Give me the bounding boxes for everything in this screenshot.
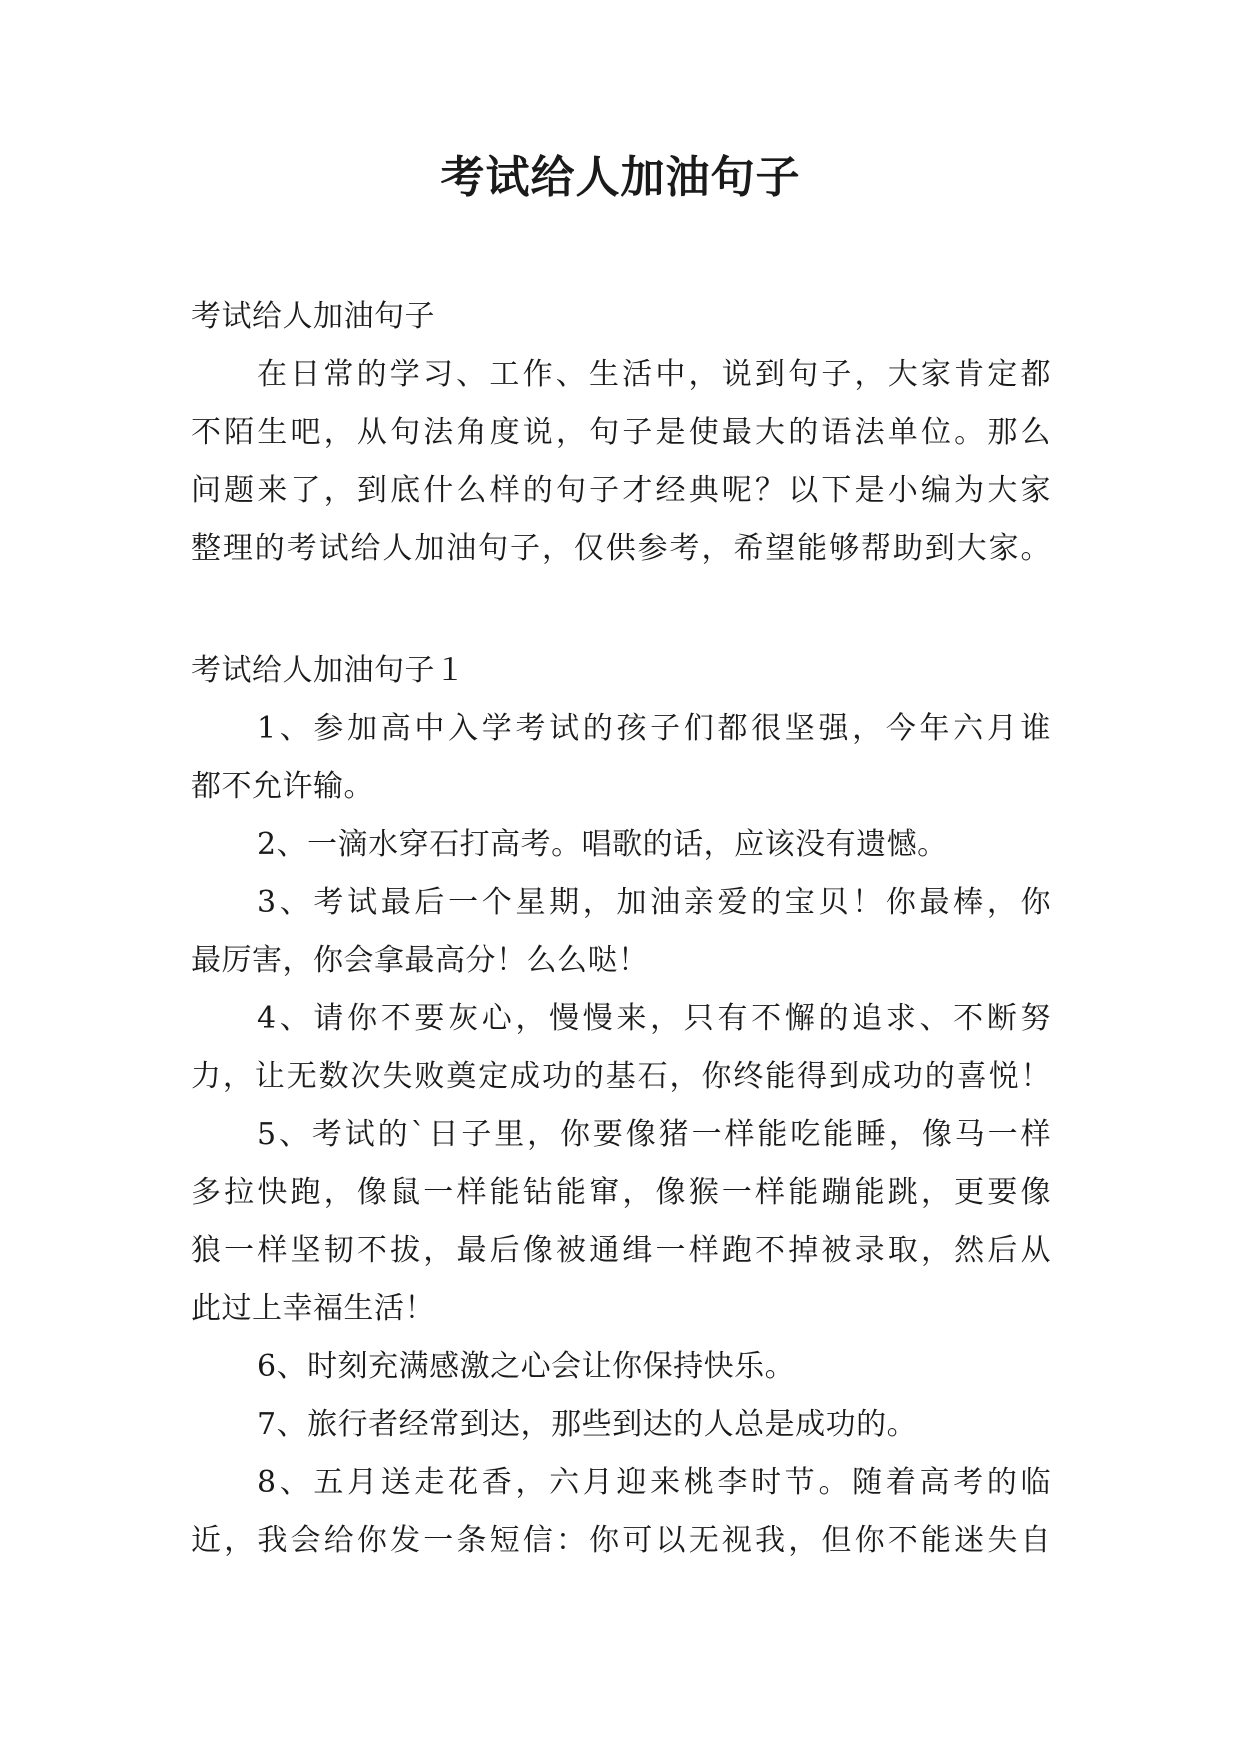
intro-paragraph-line: 在日常的学习、工作、生活中，说到句子，大家肯定都 xyxy=(257,357,1051,392)
list-item-line: 7、旅行者经常到达，那些到达的人总是成功的。 xyxy=(257,1407,918,1442)
list-item-line: 8、五月送走花香，六月迎来桃李时节。随着高考的临 xyxy=(257,1465,1051,1500)
intro-heading: 考试给人加油句子 xyxy=(191,299,435,334)
list-item-line: 3、考试最后一个星期，加油亲爱的宝贝！你最棒，你 xyxy=(257,885,1051,920)
document-body xyxy=(191,288,1051,1570)
document-title: 考试给人加油句子 xyxy=(440,152,801,203)
section-heading: 考试给人加油句子１ xyxy=(191,653,466,688)
list-item-line: 多拉快跑，像鼠一样能钻能窜，像猴一样能蹦能跳，更要像 xyxy=(191,1175,1051,1210)
list-item-line: 此过上幸福生活！ xyxy=(191,1291,435,1326)
list-item-line: 2、一滴水穿石打高考。唱歌的话，应该没有遗憾。 xyxy=(257,827,948,862)
list-item-line: 都不允许输。 xyxy=(191,769,374,804)
intro-paragraph-line: 整理的考试给人加油句子，仅供参考，希望能够帮助到大家。 xyxy=(191,531,1051,566)
list-item-line: 最厉害，你会拿最高分！么么哒！ xyxy=(191,943,649,978)
list-item-line: 1、参加高中入学考试的孩子们都很坚强，今年六月谁 xyxy=(257,711,1051,746)
list-item-line: 4、请你不要灰心，慢慢来，只有不懈的追求、不断努 xyxy=(257,1001,1051,1036)
list-item-line: 5、考试的`日子里，你要像猪一样能吃能睡，像马一样 xyxy=(257,1117,1051,1152)
intro-paragraph-line: 问题来了，到底什么样的句子才经典呢？以下是小编为大家 xyxy=(191,473,1051,508)
list-item-line: 力，让无数次失败奠定成功的基石，你终能得到成功的喜悦！ xyxy=(191,1059,1051,1094)
list-item-line: 6、时刻充满感激之心会让你保持快乐。 xyxy=(257,1349,796,1384)
intro-paragraph-line: 不陌生吧，从句法角度说，句子是使最大的语法单位。那么 xyxy=(191,415,1051,450)
list-item-line: 近，我会给你发一条短信：你可以无视我，但你不能迷失自 xyxy=(191,1523,1051,1558)
list-item-line: 狼一样坚韧不拔，最后像被通缉一样跑不掉被录取，然后从 xyxy=(191,1233,1051,1268)
section-gap xyxy=(191,578,1051,642)
